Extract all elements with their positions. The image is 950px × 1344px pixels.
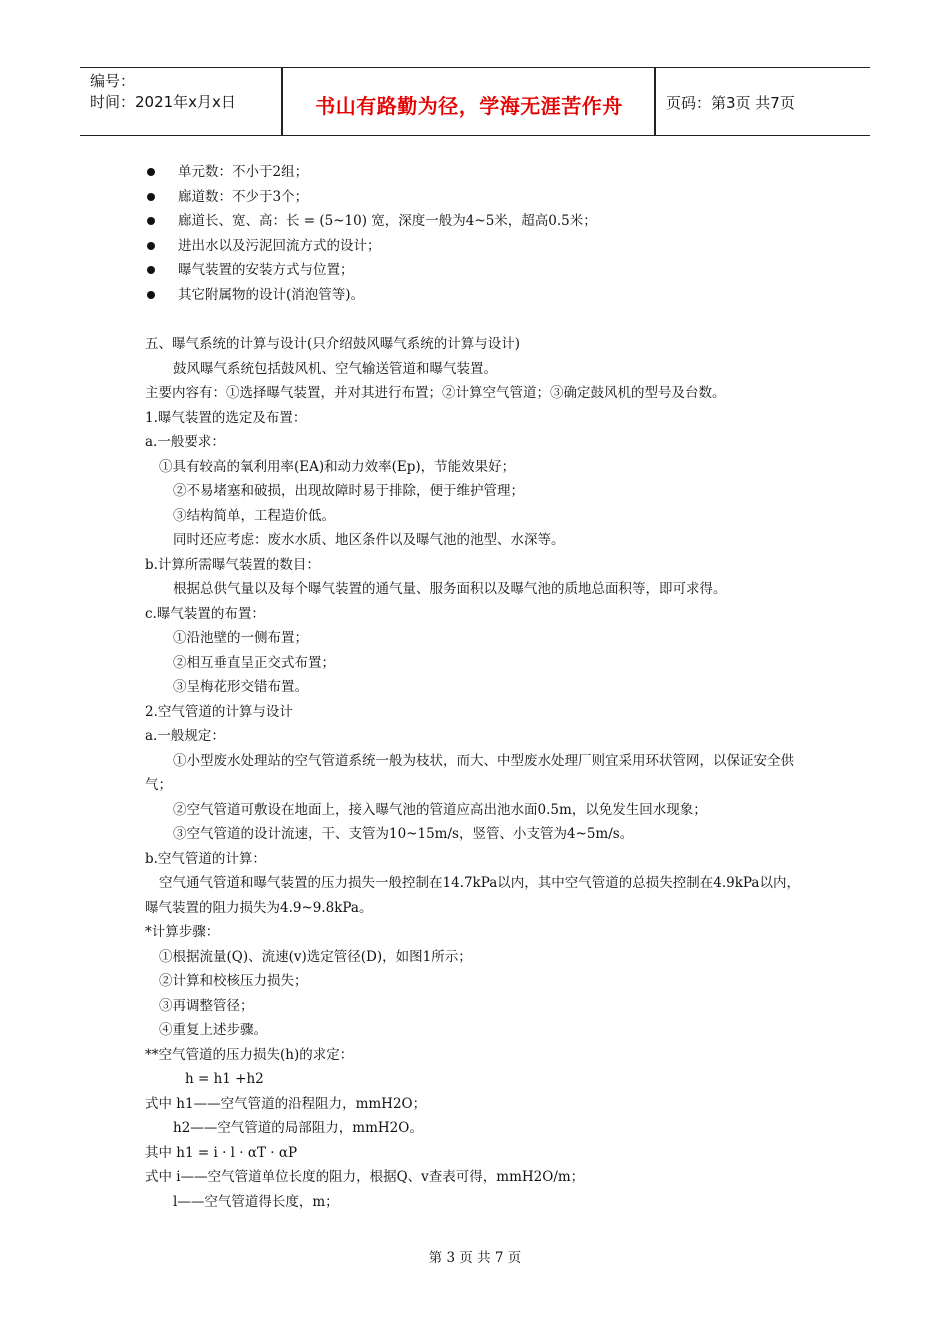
item-title: a.一般要求： <box>145 434 225 450</box>
subsection-title: 1.曝气装置的选定及布置： <box>145 409 307 426</box>
step-item: ④重复上述步骤。 <box>159 1022 267 1038</box>
list-item: ①具有较高的氧利用率(EA)和动力效率(Ep)，节能效果好； <box>159 458 516 475</box>
list-item: ②不易堵塞和破损，出现故障时易于排除，便于维护管理； <box>173 483 524 499</box>
bullet-icon <box>147 168 155 176</box>
item-title: c.曝气装置的布置： <box>145 605 265 622</box>
step-item: ①根据流量(Q)、流速(v)选定管径(D)，如图1所示； <box>159 948 472 965</box>
bullet-item: 进出水以及污泥回流方式的设计； <box>145 234 805 259</box>
list-item: ①沿池壁的一侧布置； <box>173 630 308 646</box>
document-number-label: 编号： <box>90 72 136 90</box>
page-footer: 第 3 页 共 7 页 <box>428 1250 522 1266</box>
bullet-icon <box>147 266 155 274</box>
paragraph: 同时还应考虑：废水水质、地区条件以及曝气池的池型、水深等。 <box>173 532 565 548</box>
paragraph: 空气通气管道和曝气装置的压力损失一般控制在14.7kPa以内，其中空气管道的总损失控制在4.9kPa以内，曝气装置的阻力损失为4.9~9.8kPa。 <box>145 875 800 916</box>
document-body <box>145 160 805 1214</box>
bullet-icon <box>147 193 155 201</box>
bullet-icon <box>147 242 155 250</box>
header-page-info: 页码：第3页 共7页 <box>666 94 795 112</box>
bullet-item: 曝气装置的安装方式与位置； <box>145 258 805 283</box>
section-title: 五、曝气系统的计算与设计(只介绍鼓风曝气系统的计算与设计) <box>145 336 521 352</box>
list-item: ③空气管道的设计流速，干、支管为10~15m/s，竖管、小支管为4~5m/s。 <box>173 826 634 842</box>
item-title: a.一般规定： <box>145 728 225 744</box>
formula-title: **空气管道的压力损失(h)的求定： <box>145 1046 354 1063</box>
list-item: ③结构简单，工程造价低。 <box>173 507 335 524</box>
bullet-icon <box>147 291 155 299</box>
formula: h = h1 +h2 <box>185 1071 264 1087</box>
subsection-title: 2.空气管道的计算与设计 <box>145 703 293 720</box>
steps-title: *计算步骤： <box>145 924 220 940</box>
bullet-item: 单元数：不小于2组； <box>145 160 805 185</box>
document-date: 时间：2021年x月x日 <box>90 93 236 111</box>
formula-note: 式中 i——空气管道单位长度的阻力，根据Q、v查表可得，mmH2O/m； <box>145 1169 585 1185</box>
paragraph: ①小型废水处理站的空气管道系统一般为枝状，而大、中型废水处理厂则宜采用环状管网，以保证安全供气； <box>145 752 794 793</box>
step-item: ②计算和校核压力损失； <box>159 973 308 989</box>
list-item: ②相互垂直呈正交式布置； <box>173 654 335 671</box>
list-item: ②空气管道可敷设在地面上，接入曝气池的管道应高出池水面0.5m，以免发生回水现象； <box>173 801 707 818</box>
formula-note: 式中 h1——空气管道的沿程阻力，mmH2O； <box>145 1095 427 1112</box>
formula-note: h2——空气管道的局部阻力，mmH2O。 <box>173 1120 423 1136</box>
bullet-item: 其它附属物的设计(消泡管等)。 <box>145 283 805 308</box>
item-title: b.空气管道的计算： <box>145 850 266 867</box>
page-header <box>80 67 870 136</box>
list-item: ③呈梅花形交错布置。 <box>173 679 308 695</box>
spacer <box>145 307 805 332</box>
bullet-item: 廊道数：不少于3个； <box>145 185 805 210</box>
formula: 其中 h1 = i · l · αT · αP <box>145 1144 298 1161</box>
header-motto: 书山有路勤为径，学海无涯苦作舟 <box>315 94 623 118</box>
header-divider <box>281 68 283 135</box>
paragraph: 鼓风曝气系统包括鼓风机、空气输送管道和曝气装置。 <box>173 360 497 377</box>
bullet-item: 廊道长、宽、高：长 = (5~10) 宽，深度一般为4~5米，超高0.5米； <box>145 209 805 234</box>
header-divider <box>654 68 656 135</box>
formula-note: l——空气管道得长度，m； <box>173 1193 339 1210</box>
paragraph: 主要内容有：①选择曝气装置，并对其进行布置；②计算空气管道；③确定鼓风机的型号及台数。 <box>145 385 726 401</box>
header-left <box>90 71 236 113</box>
step-item: ③再调整管径； <box>159 997 254 1014</box>
paragraph: 根据总供气量以及每个曝气装置的通气量、服务面积以及曝气池的质地总面积等，即可求得。 <box>173 581 727 597</box>
item-title: b.计算所需曝气装置的数目： <box>145 556 320 573</box>
bullet-icon <box>147 217 155 225</box>
